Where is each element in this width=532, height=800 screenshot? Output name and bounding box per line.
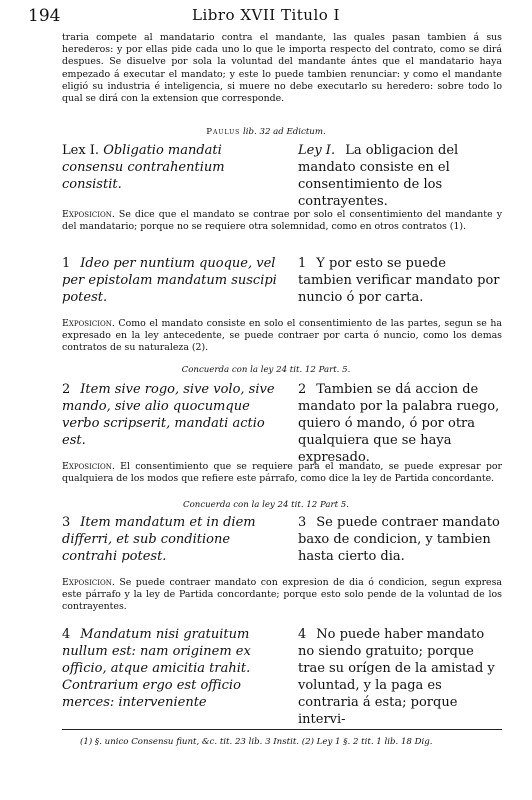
section-2-spanish-number: 2 [298, 382, 307, 397]
exposicion-4-text: Se puede contraer mandato con expresion de dia ó condicion, segun expresa este párrafo y la ley de Partida concordante; porque esto solo pende de la voluntad de los contrayentes. [62, 577, 502, 613]
page-number: 194 [28, 6, 61, 26]
section-4-latin-text: Mandatum nisi gratuitum nullum est: nam originem ex officio, atque amicitia trahit. Contrarium ergo est officio merces: interveniente [62, 627, 251, 710]
page-header [28, 4, 504, 28]
exposicion-label: Exposicion. [62, 318, 115, 329]
section-3-row [62, 514, 502, 572]
section-4-spanish-text: No puede haber mandato no siendo gratuito; porque trae su orígen de la amistad y voluntad, y la paga es contraria á esta; porque intervi- [298, 627, 495, 727]
footnotes: (1) §. unico Consensu fiunt, &c. tit. 23 lib. 3 Instit. (2) Ley 1 §. 2 tit. 1 lib. 18 Dig. [80, 737, 433, 747]
exposicion-label: Exposicion. [62, 577, 115, 588]
section-3-spanish-text: Se puede contraer mandato baxo de condicion, y tambien hasta cierto dia. [298, 515, 500, 564]
section-4-spanish-number: 4 [298, 627, 307, 642]
exposicion-1 [62, 209, 502, 233]
exposicion-2 [62, 318, 502, 355]
section-3-spanish-number: 3 [298, 515, 307, 530]
section-2-spanish [298, 381, 502, 466]
section-1-latin-number: 1 [62, 256, 71, 271]
section-2-latin [62, 381, 280, 449]
exposicion-label: Exposicion. [62, 209, 115, 220]
section-2-latin-number: 2 [62, 382, 71, 397]
section-4-row [62, 626, 502, 727]
section-3-latin-text: Item mandatum et in diem differri, et sub conditione contrahi potest. [62, 515, 256, 564]
source-author: Paulus [206, 127, 241, 137]
exposicion-2-text: Como el mandato consiste en solo el consentimiento de las partes, segun se ha expresado en la ley antecedente, se puede contraer por carta ó nuncio, como los demas contratos de su naturaleza (2). [62, 318, 502, 354]
exposicion-3 [62, 461, 502, 485]
section-4-latin [62, 626, 280, 711]
source-reference: lib. 32 ad Edictum. [243, 127, 326, 137]
concordance-1: Concuerda con la ley 24 tit. 12 Part. 5. [181, 365, 351, 375]
lex-1-row [62, 142, 502, 209]
running-title: Libro XVII Titulo I [192, 6, 340, 24]
section-2-spanish-text: Tambien se dá accion de mandato por la palabra ruego, quiero ó mando, ó por otra qualquiera que se haya expresado. [298, 382, 500, 465]
section-1-spanish [298, 255, 502, 306]
section-1-latin-text: Ideo per nuntium quoque, vel per epistolam mandatum suscipi potest. [62, 256, 277, 305]
section-2-latin-text: Item sive rogo, sive volo, sive mando, sive alio quocumque verbo scripserit, mandati actio est. [62, 382, 275, 448]
exposicion-4 [62, 577, 502, 614]
lex-1-latin [62, 142, 280, 193]
exposicion-3-text: El consentimiento que se requiere para el mandato, se puede expresar por qualquiera de los modos que refiere este párrafo, como dice la ley de Partida concordante. [62, 461, 502, 485]
section-2-row [62, 381, 502, 465]
lex-1-spanish-text: La obligacion del mandato consiste en el consentimiento de los contrayentes. [298, 143, 459, 209]
exposicion-1-text: Se dice que el mandato se contrae por solo el consentimiento del mandante y del mandatario; porque no se requiere otra solemnidad, como en otros contratos (1). [62, 209, 502, 233]
section-1-spanish-text: Y por esto se puede tambien verificar mandato por nuncio ó por carta. [298, 256, 500, 305]
section-3-spanish [298, 514, 502, 565]
intro-paragraph: traria compete al mandatario contra el mandante, las quales pasan tambien á sus herederos: y por ellas pide cada uno lo que le importa respecto del contrato, como se dirá despues. Se disuelve por sola la voluntad del mandante ántes que el mandatario haya empezado á executar el mandato; y este lo puede tambien renunciar: y como el mandante eligió su industria é inteligencia, si muere no debe executarlo su heredero: sobre todo lo qual se dirá con la extension que corresponde. [62, 32, 502, 105]
section-1-spanish-number: 1 [298, 256, 307, 271]
lex-1-spanish-label: Ley I. [298, 143, 336, 158]
section-1-row [62, 255, 502, 313]
section-4-latin-number: 4 [62, 627, 71, 642]
section-1-latin [62, 255, 280, 306]
concordance-2: Concuerda con la ley 24 tit. 12 Part 5. [183, 500, 349, 510]
footnote-divider [62, 729, 502, 730]
section-3-latin [62, 514, 280, 565]
section-4-spanish [298, 626, 502, 728]
exposicion-label: Exposicion. [62, 461, 115, 472]
section-3-latin-number: 3 [62, 515, 71, 530]
source-citation [0, 127, 532, 137]
lex-1-spanish [298, 142, 502, 210]
lex-1-latin-text: Obligatio mandati consensu contrahentium consistit. [62, 143, 225, 192]
lex-1-latin-label: Lex I. [62, 143, 100, 158]
